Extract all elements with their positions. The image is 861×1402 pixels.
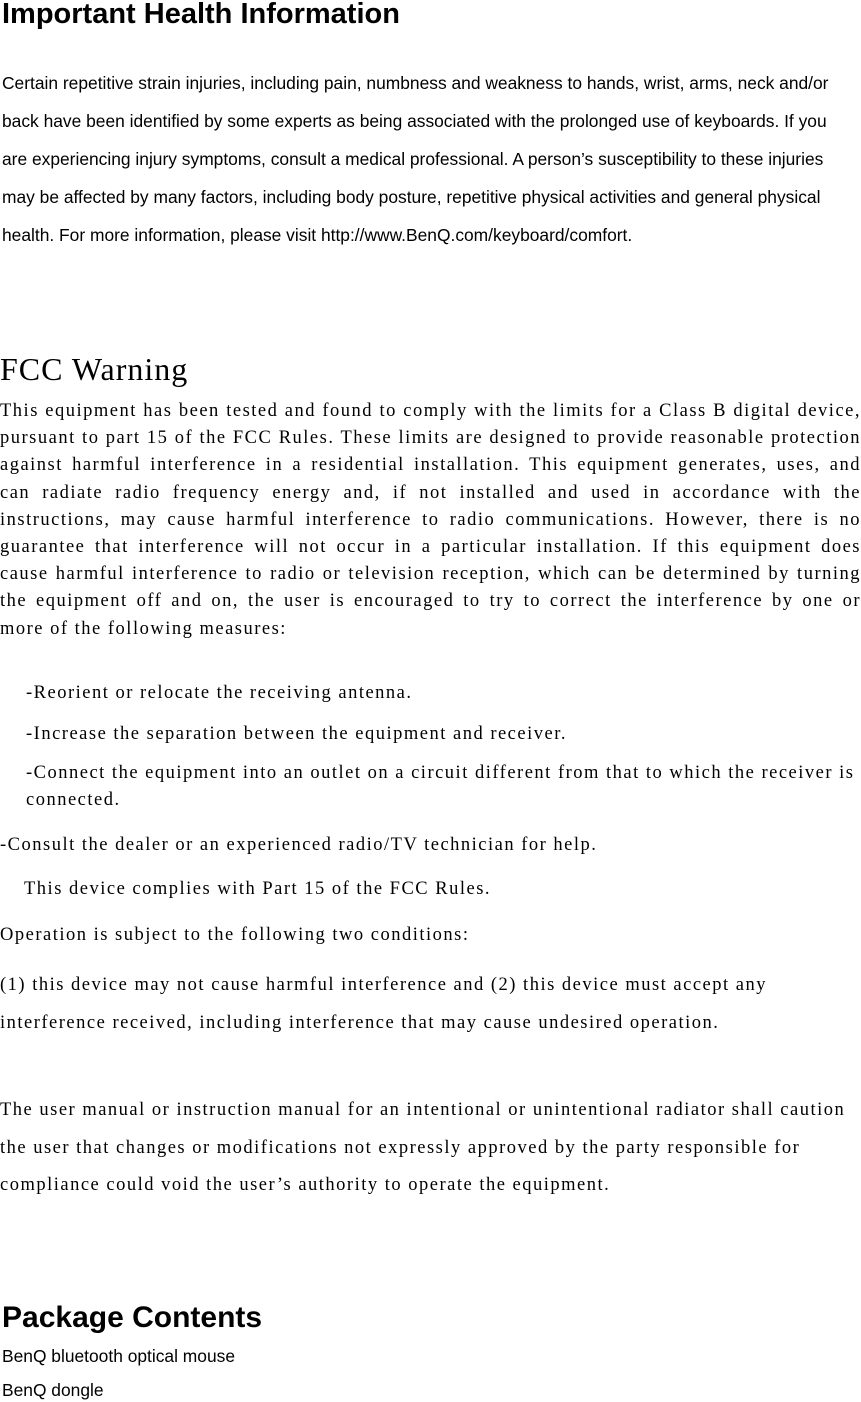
package-item-dongle: BenQ dongle — [2, 1380, 104, 1400]
fcc-consult-line: -Consult the dealer or an experienced radio/TV technician for help. — [0, 835, 598, 855]
fcc-operation-line: Operation is subject to the following two conditions: — [0, 925, 470, 945]
fcc-warning-heading: FCC Warning — [0, 351, 189, 387]
package-contents-heading: Package Contents — [2, 1301, 263, 1334]
health-info-paragraph: Certain repetitive strain injuries, including pain, numbness and weakness to hands, wrist, arms, neck and/or back have been identified by some experts as being associated with the prolonged use of keyboards. If you are experiencing injury symptoms, consult a medical professional. A person’s susceptibility to these injuries may be affected by many factors, including body posture, repetitive physical activities and general physical health. For more information, please visit http://www.BenQ.com/keyboard/comfort. — [2, 73, 829, 245]
fcc-caution-paragraph: The user manual or instruction manual for an intentional or unintentional radiator shall caution the user that changes or modifications not expressly approved by the party responsible for compliance could void the user’s authority to operate the equipment. — [0, 1100, 846, 1195]
fcc-measure-reorient: -Reorient or relocate the receiving antenna. — [26, 683, 413, 703]
fcc-intro-paragraph: This equipment has been tested and found to comply with the limits for a Class B digital device, pursuant to part 15 of the FCC Rules. These limits are designed to provide reasonable protection against harmful interference in a residential installation. This equipment generates, uses, and can radiate radio frequency energy and, if not installed and used in accordance with the instructions, may cause harmful interference to radio communications. However, there is no guarantee that interference will not occur in a particular installation. If this equipment does cause harmful interference to radio or television reception, which can be determined by turning the equipment off and on, the user is encouraged to try to correct the interference by one or more of the following measures: — [0, 401, 861, 639]
fcc-measure-increase: -Increase the separation between the equipment and receiver. — [26, 724, 567, 744]
fcc-measure-connect: -Connect the equipment into an outlet on a circuit different from that to which the receiver is connected. — [26, 763, 855, 811]
health-info-heading: Important Health Information — [2, 0, 400, 30]
fcc-complies-line: This device complies with Part 15 of the FCC Rules. — [24, 879, 492, 899]
package-item-mouse: BenQ bluetooth optical mouse — [2, 1346, 235, 1366]
fcc-conditions-paragraph: (1) this device may not cause harmful interference and (2) this device must accept any interference received, including interference that may cause undesired operation. — [0, 975, 767, 1033]
